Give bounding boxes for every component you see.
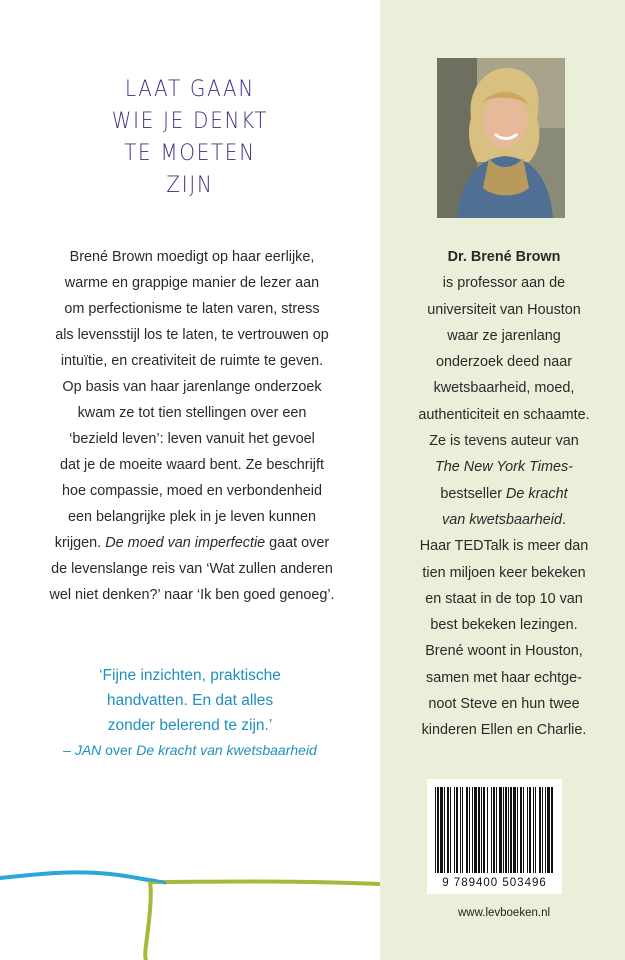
quote-magazine: JAN (74, 742, 102, 758)
barcode-bar (493, 787, 495, 873)
blurb-line: wel niet denken?’ naar ‘Ik ben goed genoeg’. (49, 587, 335, 603)
blurb-line: kwam ze tot tien stellingen over een (77, 405, 307, 421)
barcode-icon (427, 779, 562, 877)
quote-line: handvatten. En dat alles (106, 692, 274, 709)
barcode-bar (483, 787, 485, 873)
bio-book-title: De kracht (506, 485, 568, 502)
barcode-bar (503, 787, 504, 873)
quote-source (40, 738, 340, 763)
blurb-line: Brené Brown moedigt op haar eerlijke, (69, 249, 315, 265)
barcode-bar (435, 787, 436, 873)
author-bio (384, 244, 624, 744)
barcode-bar (527, 787, 528, 873)
bio-line-mixed (384, 481, 624, 507)
barcode-bar (520, 787, 522, 873)
bio-line: Ze is tevens auteur van (429, 433, 579, 450)
bio-line: Brené woont in Houston, (425, 643, 583, 660)
bio-line: kinderen Ellen en Charlie. (421, 722, 587, 739)
barcode-bar (456, 787, 458, 873)
quote-line: ‘Fijne inzichten, praktische (99, 667, 281, 684)
barcode-bar (447, 787, 449, 873)
bio-period: . (562, 511, 566, 528)
blue-string (0, 872, 155, 881)
barcode-bar (491, 787, 492, 873)
blurb-line: om perfectionisme te laten varen, stress (64, 301, 320, 317)
title-line: ZIJN (166, 173, 214, 198)
barcode-bar (444, 787, 445, 873)
bio-line: universiteit van Houston (427, 301, 581, 318)
blurb-line: Op basis van haar jarenlange onderzoek (62, 379, 322, 395)
blurb-line: ‘bezield leven’: leven vanuit het gevoel (69, 431, 315, 447)
barcode-bar (437, 787, 439, 873)
quote-over: over (101, 742, 137, 758)
bio-line: tien miljoen keer bekeken (422, 564, 586, 581)
barcode-bar (469, 787, 470, 873)
book-title-italic: De moed van imperfectie (105, 535, 266, 551)
bio-line: Haar TEDTalk is meer dan (419, 538, 589, 555)
barcode-bar (481, 787, 482, 873)
bio-line-mixed (384, 507, 624, 533)
blurb-line: hoe compassie, moed en verbondenheid (61, 483, 322, 499)
barcode-bar (472, 787, 473, 873)
bio-line-italic: The New York Times- (435, 459, 573, 476)
blurb-line: warme en grappige manier de lezer aan (64, 275, 320, 291)
barcode-bar (542, 787, 543, 873)
bio-line: noot Steve en hun twee (428, 696, 580, 713)
barcode-bar (517, 787, 518, 873)
barcode-bar (547, 787, 550, 873)
barcode-bar (508, 787, 509, 873)
barcode-bar (513, 787, 516, 873)
barcode-bar (545, 787, 546, 873)
author-portrait-icon (437, 58, 565, 218)
bio-line: kwetsbaarheid, moed, (433, 380, 575, 397)
isbn-number: 9 789400 503496 (442, 877, 547, 889)
blurb-line: als levensstijl los te laten, te vertrouwen op (55, 327, 329, 343)
bio-book-title-cont: van kwetsbaarheid (442, 511, 562, 528)
barcode-bar (487, 787, 488, 873)
barcode-bar (440, 787, 443, 873)
review-quote (40, 663, 340, 763)
barcode-bar (450, 787, 451, 873)
cover-title (0, 74, 380, 202)
barcode-bar (529, 787, 531, 873)
bio-line: onderzoek deed naar (435, 354, 572, 371)
barcode-bar (533, 787, 534, 873)
blurb-line: dat je de moeite waard bent. Ze beschrijft (60, 457, 324, 473)
barcode-box (427, 779, 562, 894)
barcode-bar (462, 787, 463, 873)
barcode-bar (454, 787, 455, 873)
barcode-bar (535, 787, 536, 873)
title-line: WIE JE DENKT (111, 109, 269, 134)
bio-line: authenticiteit en schaamte. (418, 406, 590, 423)
barcode-bar (510, 787, 512, 873)
barcode-bar (466, 787, 468, 873)
blurb-line: een belangrijke plek in je leven kunnen (67, 509, 316, 525)
barcode-bar (460, 787, 461, 873)
barcode-bar (505, 787, 507, 873)
barcode-bar (523, 787, 524, 873)
barcode-bar (496, 787, 497, 873)
blurb-fragment: gaat over (269, 535, 330, 551)
bio-line: samen met haar echtge- (426, 669, 582, 686)
bio-line: is professor aan de (442, 275, 566, 292)
bio-line: en staat in de top 10 van (425, 590, 583, 607)
green-string (150, 882, 380, 885)
barcode-bar (551, 787, 553, 873)
barcode-bar (499, 787, 502, 873)
barcode-bar (478, 787, 480, 873)
barcode-bar (474, 787, 477, 873)
quote-dash: – (63, 742, 75, 758)
yarn-strings-icon (0, 850, 380, 960)
quote-line: zonder belerend te zijn.’ (107, 717, 273, 734)
title-line: TE MOETEN (124, 141, 256, 166)
publisher-website: www.levboeken.nl (457, 907, 551, 919)
bio-fragment: bestseller (440, 485, 502, 502)
blurb-line: intuïtie, en creativiteit de ruimte te geven. (60, 353, 324, 369)
blurb-line-mixed (24, 530, 360, 556)
bio-line: best bekeken lezingen. (430, 617, 578, 634)
blurb-text (24, 244, 360, 608)
quote-book-title: De kracht van kwetsbaarheid (136, 742, 317, 758)
blurb-line: de levenslange reis van ‘Wat zullen anderen (51, 561, 333, 577)
bio-line: waar ze jarenlang (447, 327, 561, 344)
title-line: LAAT GAAN (125, 77, 255, 102)
barcode-bar (539, 787, 541, 873)
author-name: Dr. Brené Brown (447, 249, 561, 265)
green-string-hanging (145, 881, 151, 960)
blurb-fragment: krijgen. (54, 535, 102, 551)
